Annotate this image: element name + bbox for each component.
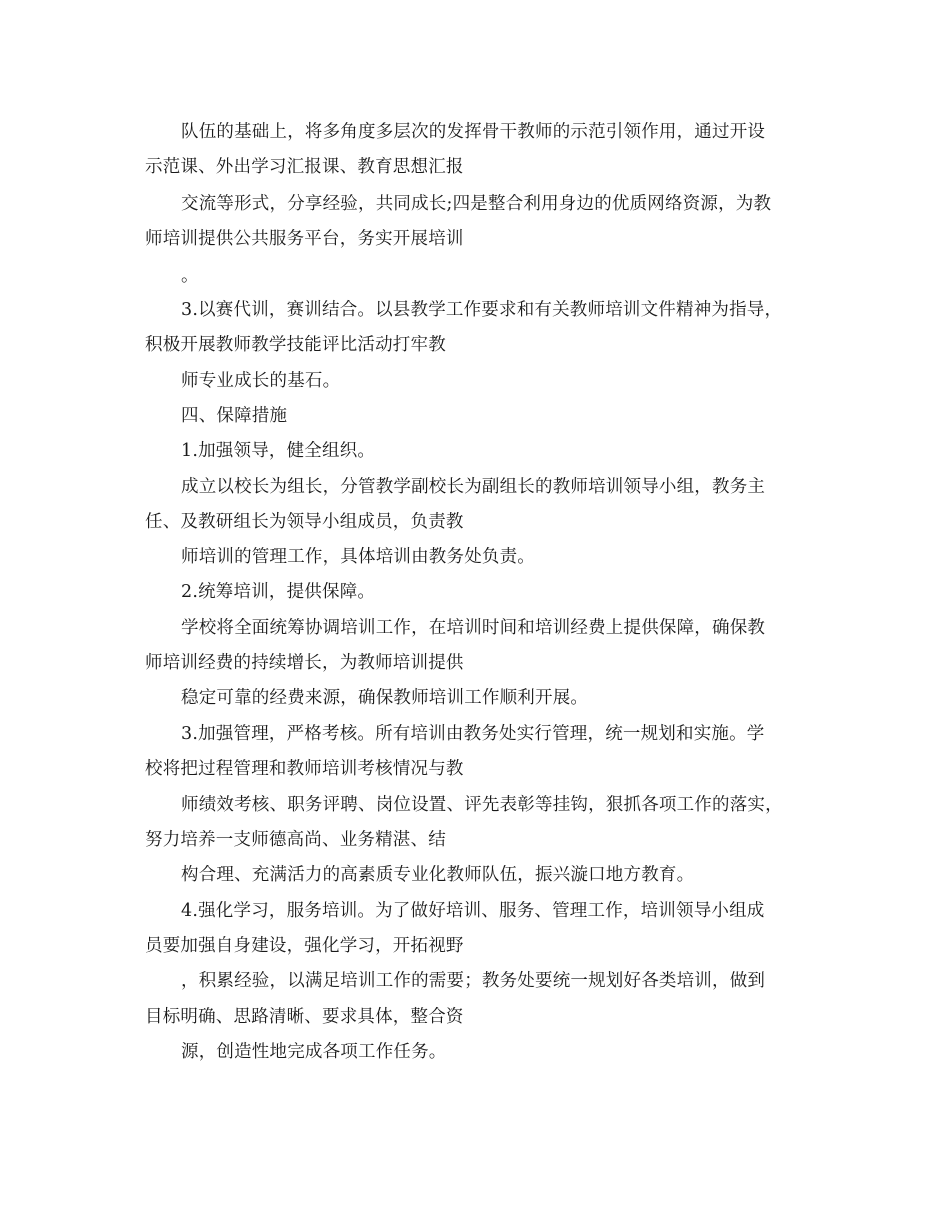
text-line: 示范课、外出学习汇报课、教育思想汇报 [145,157,464,177]
text-line: 积极开展教师教学技能评比活动打牢教 [145,335,446,355]
text-line: 4.强化学习，服务培训。为了做好培训、服务、管理工作，培训领导小组成 [181,901,765,921]
text-line: 校将把过程管理和教师培训考核情况与教 [145,759,464,779]
text-line: 学校将全面统筹协调培训工作，在培训时间和培训经费上提供保障，确保教 [181,618,766,638]
section-heading: 四、保障措施 [181,406,288,426]
text-line: 3.加强管理，严格考核。所有培训由教务处实行管理，统一规划和实施。学 [181,724,765,744]
text-line: 队伍的基础上，将多角度多层次的发挥骨干教师的示范引领作用，通过开设 [181,122,766,142]
text-line: 目标明确、思路清晰、要求具体，整合资 [145,1007,464,1027]
subsection-heading: 1.加强领导，健全组织。 [181,441,376,461]
text-line: 师培训提供公共服务平台，务实开展培训 [145,229,464,249]
text-line: 3.以赛代训，赛训结合。以县教学工作要求和有关教师培训文件精神为指导， [181,300,783,320]
text-line: 任、及教研组长为领导小组成员，负责教 [145,512,464,532]
text-line: 交流等形式，分享经验，共同成长;四是整合利用身边的优质网络资源，为教 [181,194,772,214]
text-line: 源，创造性地完成各项工作任务。 [181,1042,447,1062]
text-line: 努力培养一支师德高尚、业务精湛、结 [145,830,446,850]
text-line: 员要加强自身建设，强化学习，开拓视野 [145,936,464,956]
text-line: 稳定可靠的经费来源，确保教师培训工作顺利开展。 [181,688,589,708]
subsection-heading: 2.统筹培训，提供保障。 [181,582,376,602]
text-line: ，积累经验，以满足培训工作的需要；教务处要统一规划好各类培训，做到 [181,971,766,991]
text-line: 师培训的管理工作，具体培训由教务处负责。 [181,547,535,567]
text-line: 。 [181,266,199,286]
text-line: 构合理、充满活力的高素质专业化教师队伍，振兴漩口地方教育。 [181,865,695,885]
text-line: 师绩效考核、职务评聘、岗位设置、评先表彰等挂钩，狠抓各项工作的落实， [181,795,783,815]
text-line: 成立以校长为组长，分管教学副校长为副组长的教师培训领导小组，教务主 [181,477,766,497]
text-line: 师专业成长的基石。 [181,371,341,391]
text-line: 师培训经费的持续增长，为教师培训提供 [145,653,464,673]
